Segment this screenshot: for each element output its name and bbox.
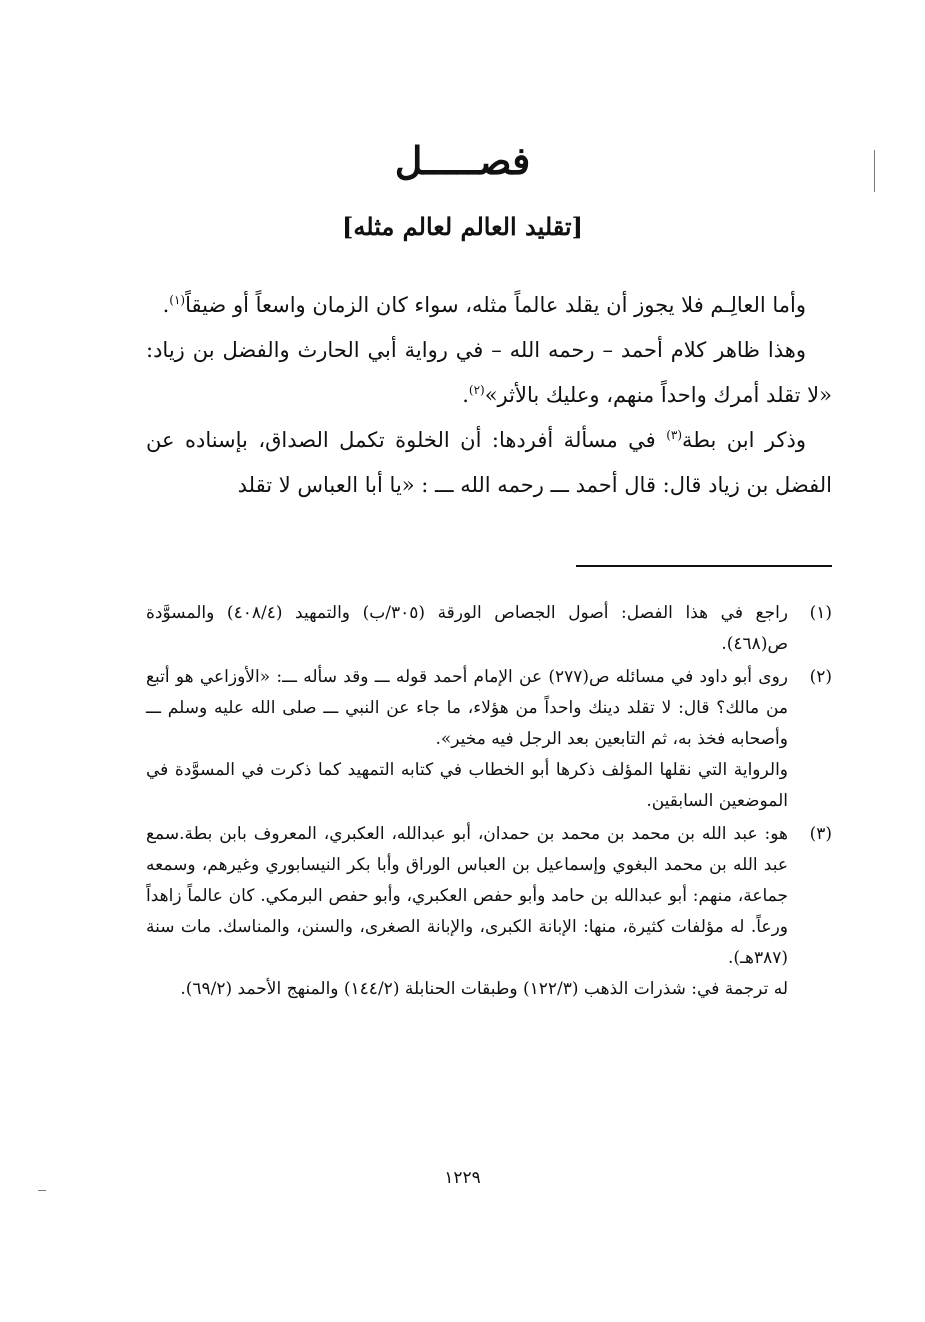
paragraph-1-end: .	[162, 293, 170, 317]
paragraph-2	[146, 328, 832, 418]
main-text	[146, 283, 832, 508]
footnote-separator	[576, 565, 832, 567]
footnotes	[146, 598, 832, 1007]
footnote-2	[146, 662, 832, 817]
footnote-number: (١)	[809, 603, 832, 623]
footnote-text	[146, 598, 788, 660]
footnote-text	[146, 819, 788, 1005]
paragraph-2-end: .	[462, 383, 469, 407]
paragraph-2-text: وهذا ظاهر كلام أحمد – رحمه الله – في رواية أبي الحارث والفضل بن زياد: «لا تقلد أمرك واحداً منهم، وعليك بالأثر»	[146, 338, 832, 407]
section-title: فصـــــل	[394, 138, 531, 183]
footnote-1	[146, 598, 832, 660]
section-subtitle: [تقليد العالم لعالم مثله]	[342, 212, 583, 241]
footnote-ref-1: (١)	[169, 293, 186, 307]
footnote-ref-2: (٢)	[468, 383, 485, 397]
footnote-ref-3: (٣)	[666, 428, 683, 442]
scan-margin-mark	[874, 150, 875, 192]
footnote-number: (٣)	[809, 824, 832, 844]
page-number: ١٢٢٩	[444, 1168, 481, 1188]
paragraph-1-text: وأما العالِـم فلا يجوز أن يقلد عالماً مثله، سواء كان الزمان واسعاً أو ضيقاً	[185, 293, 806, 317]
paragraph-3-after: في مسألة أفردها: أن الخلوة تكمل الصداق، بإسناده عن الفضل بن زياد قال: قال أحمد ـــ رحمه الله ـــ : «يا أبا العباس لا تقلد	[146, 428, 832, 497]
paragraph-3	[146, 418, 832, 508]
footnote-line: والرواية التي نقلها المؤلف ذكرها أبو الخطاب في كتابه التمهيد كما ذكرت في المسوَّدة في الموضعين السابقين.	[146, 760, 788, 811]
footnote-line: روى أبو داود في مسائله ص(٢٧٧) عن الإمام أحمد قوله ـــ وقد سأله ـــ: «الأوزاعي هو أتبع من مالك؟ قال: لا تقلد دينك واحداً من هؤلاء، ما جاء عن النبي ـــ صلى الله عليه وسلم ـــ وأصحابه فخذ به، ثم التابعين بعد الرجل فيه مخير».	[146, 667, 788, 749]
footnote-line: راجع في هذا الفصل: أصول الجصاص الورقة (٣٠٥/ب) والتمهيد (٤٠٨/٤) والمسوَّدة ص(٤٦٨).	[146, 603, 789, 654]
scan-margin-mark	[38, 1190, 46, 1191]
paragraph-3-before: وذكر ابن بطة	[682, 428, 806, 452]
footnote-number: (٢)	[809, 667, 832, 687]
footnote-line: له ترجمة في: شذرات الذهب (١٢٢/٣) وطبقات الحنابلة (١٤٤/٢) والمنهج الأحمد (٦٩/٢).	[180, 979, 788, 999]
paragraph-1	[146, 283, 832, 328]
footnote-line: هو: عبد الله بن محمد بن محمد بن حمدان، أبو عبدالله، العكبري، المعروف بابن بطة.سمع عبد الله بن محمد البغوي وإسماعيل بن العباس الوراق وأبا بكر النيسابوري وغيرهم، وسمعه جماعة، منهم: أبو عبدالله بن حامد وأبو حفص العكبري، وأبو حفص البرمكي. كان عالماً زاهداً ورعاً. له مؤلفات كثيرة، منها: الإبانة الكبرى، والإبانة الصغرى، والسنن، والمناسك. مات سنة (٣٨٧هـ).	[146, 824, 788, 968]
footnote-3	[146, 819, 832, 1005]
footnote-text	[146, 662, 788, 817]
